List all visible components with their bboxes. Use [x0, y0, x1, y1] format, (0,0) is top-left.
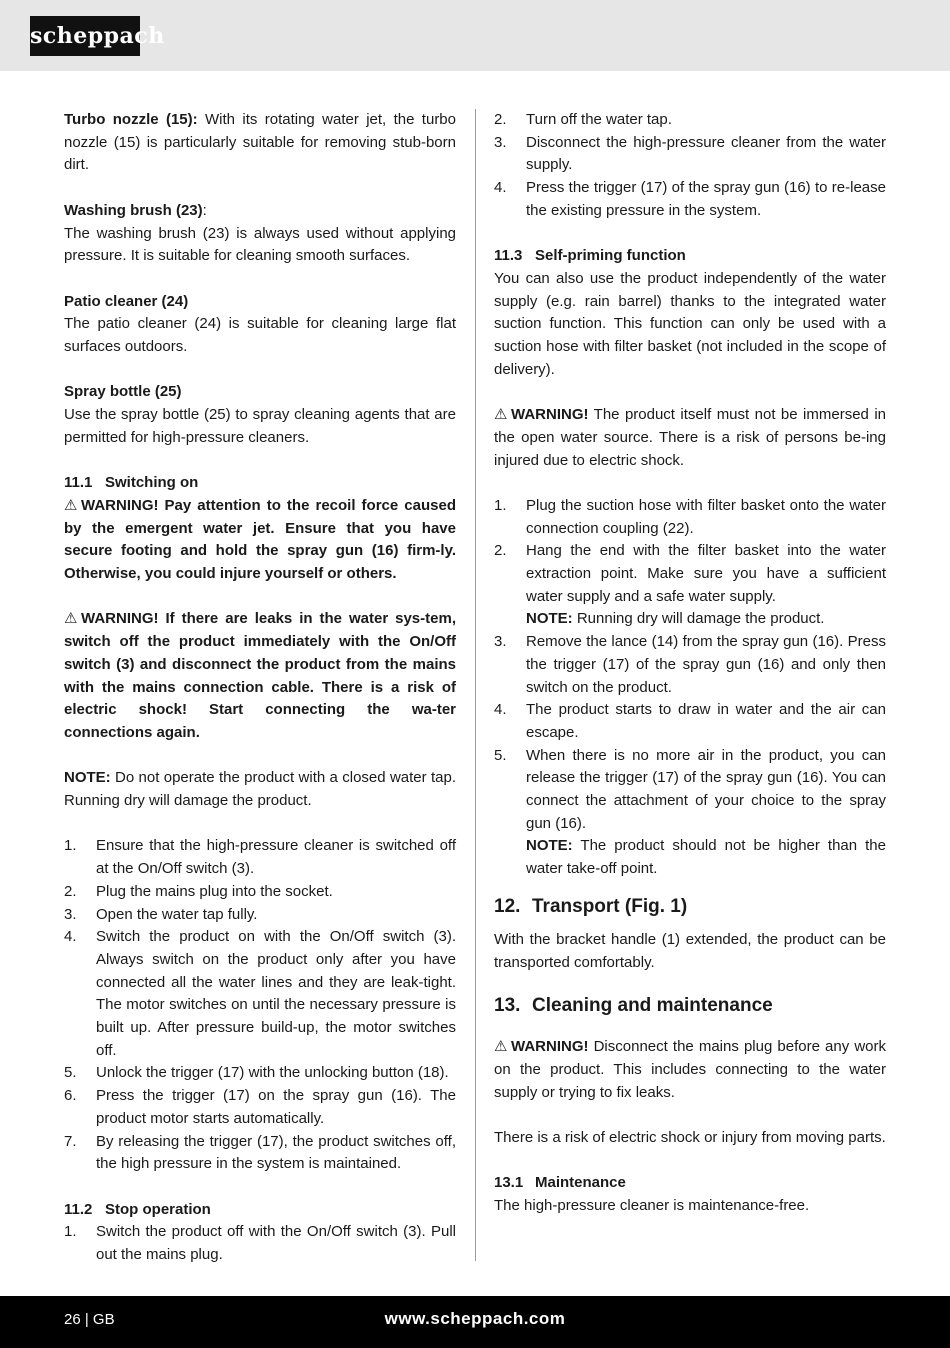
list-item-body: Press the trigger (17) of the spray gun (16) to re-lease the existing pressure in the system.: [526, 179, 886, 219]
list-item-text: [526, 540, 886, 631]
self-priming-text: You can also use the product independently of the water supply (e.g. rain barrel) thanks to the integrated water suction function. This function can only be used with a suction hose with filter basket (not included in the scope of delivery).: [494, 269, 886, 378]
section-11-1-number: 11.1: [64, 474, 93, 492]
washing-brush-text: The washing brush (23) is always used without applying pressure. It is suitable for cleaning smooth surfaces.: [64, 224, 456, 265]
list-item-number: 2.: [64, 882, 77, 900]
turbo-nozzle-title: Turbo nozzle (15):: [64, 111, 198, 128]
list-item: [494, 495, 886, 540]
section-11-2-title: Stop operation: [105, 1200, 211, 1218]
patio-cleaner-text: The patio cleaner (24) is suitable for cleaning large flat surfaces outdoors.: [64, 315, 456, 355]
section-13-heading: [494, 994, 886, 1018]
section-13-title: Cleaning and maintenance: [532, 995, 773, 1017]
list-item-text: [96, 1221, 456, 1266]
list-item-body: Ensure that the high-pressure cleaner is switched off at the On/Off switch (3).: [96, 837, 456, 878]
list-item-number: 2.: [494, 111, 507, 128]
column-divider: [475, 109, 476, 1261]
list-item-number: 3.: [64, 905, 77, 923]
note-closed-tap: [64, 767, 456, 812]
list-item-text: [96, 1062, 456, 1085]
list-item-body: Plug the suction hose with filter basket onto the water connection coupling (22).: [526, 496, 886, 537]
list-item-body: Disconnect the high-pressure cleaner from the water supply.: [526, 133, 886, 174]
note-text: Do not operate the product with a closed water tap. Running dry will damage the product.: [64, 769, 456, 809]
list-item-body: Switch the product on with the On/Off switch (3). Always switch on the product only after you have connected all the water lines and they are leak-tight. The motor switches on until the necessary pressure is built up. After pressure build-up, the motor switches off.: [96, 928, 456, 1059]
list-item-body: Plug the mains plug into the socket.: [96, 882, 333, 900]
list-item-text: [526, 699, 886, 744]
warning-immersion-label: WARNING!: [511, 406, 589, 424]
section-11-3-heading: [494, 245, 886, 268]
note-label: NOTE:: [526, 837, 573, 855]
warning-triangle-icon: ⚠: [494, 406, 508, 424]
list-item-text: [526, 495, 886, 540]
list-item: [64, 926, 456, 1062]
warning-triangle-icon: ⚠: [64, 610, 78, 628]
list-item: [494, 109, 886, 132]
list-item-text: [96, 1085, 456, 1130]
list-item-text: [96, 1131, 456, 1176]
list-item: [494, 745, 886, 881]
list-item-body: By releasing the trigger (17), the product switches off, the high pressure in the system is maintained.: [96, 1132, 456, 1173]
warning-immersion-text: The product itself must not be immersed in the open water source. There is a risk of persons be-ing injured due to electric shock.: [494, 406, 886, 469]
list-item-body: Press the trigger (17) on the spray gun (16). The product motor starts automatically.: [96, 1087, 456, 1127]
section-13-number: 13.: [494, 995, 521, 1017]
section-13-1-number: 13.1: [494, 1174, 524, 1192]
turbo-nozzle-text: With its rotating water jet, the turbo nozzle (15) is particularly suitable for removing stub-born dirt.: [64, 111, 456, 174]
list-item-number: 5.: [494, 746, 507, 764]
list-item-number: 5.: [64, 1064, 77, 1082]
list-item-number: 7.: [64, 1132, 77, 1150]
list-item-body: Unlock the trigger (17) with the unlocking button (18).: [96, 1064, 449, 1082]
self-priming-steps: [494, 495, 886, 881]
list-item-text: [96, 881, 456, 904]
list-item-body: When there is no more air in the product, you can release the trigger (17) of the spray gun (16). You can connect the attachment of your choice to the spray gun (16).: [526, 746, 886, 832]
list-item: [64, 835, 456, 880]
warning-disconnect-text: Disconnect the mains plug before any work on the product. This includes connecting to the water supply or trying to fix leaks.: [494, 1038, 886, 1101]
section-12-title: Transport (Fig. 1): [532, 895, 688, 917]
section-12-heading: [494, 895, 886, 919]
list-item-text: [96, 926, 456, 1062]
right-column: [494, 109, 886, 1218]
transport-text: With the bracket handle (1) extended, the product can be transported comfortably.: [494, 930, 886, 971]
list-item-body: Open the water tap fully.: [96, 905, 258, 923]
switching-on-steps: [64, 835, 456, 1176]
maintenance-text: The high-pressure cleaner is maintenance-free.: [494, 1197, 810, 1215]
list-item: [494, 132, 886, 177]
list-item-body: Hang the end with the filter basket into the water extraction point. Make sure you have a sufficient water supply and a safe water supply.: [526, 542, 886, 605]
list-item-number: 1.: [64, 837, 77, 855]
warning-triangle-icon: ⚠: [64, 496, 78, 514]
list-item: [494, 631, 886, 699]
list-item-text: [526, 745, 886, 881]
warning-leaks-text: WARNING! If there are leaks in the water sys-tem, switch off the product immediately with the On/Off switch (3) and disconnect the product from the mains with the mains connection cable. There is a risk of electric shock! Start connecting the wa-ter connections again.: [64, 610, 456, 741]
list-item-number: 4.: [494, 701, 507, 719]
warning-recoil-text: WARNING! Pay attention to the recoil force caused by the emergent water jet. Ensure that you have secure footing and hold the spray gun (16) firm-ly. Otherwise, you could injure yourself or others.: [64, 496, 456, 582]
note-label: NOTE:: [526, 610, 573, 628]
section-11-3-title: Self-priming function: [535, 247, 686, 265]
list-item: [64, 904, 456, 927]
list-item: [494, 540, 886, 631]
list-item-text: [96, 904, 456, 927]
list-item-text: [96, 835, 456, 880]
list-item-number: 3.: [494, 633, 507, 651]
section-11-1-heading: [64, 472, 456, 495]
page-header: [0, 0, 950, 71]
note-label: NOTE:: [64, 769, 111, 787]
warning-disconnect: [494, 1036, 886, 1104]
stop-operation-steps: [64, 1221, 456, 1266]
washing-brush-colon: :: [202, 201, 207, 219]
section-12-number: 12.: [494, 895, 521, 917]
section-11-2-number: 11.2: [64, 1200, 93, 1218]
risk-text: There is a risk of electric shock or injury from moving parts.: [494, 1129, 886, 1147]
website-link[interactable]: www.scheppach.com: [384, 1309, 566, 1328]
warning-recoil: [64, 495, 456, 586]
list-item: [64, 1085, 456, 1130]
list-item-body: The product starts to draw in water and the air can escape.: [526, 701, 886, 741]
list-item: [64, 1062, 456, 1085]
list-item-text: [526, 177, 886, 222]
warning-triangle-icon: ⚠: [494, 1038, 508, 1056]
list-item: [494, 177, 886, 222]
list-item-body: Turn off the water tap.: [526, 111, 672, 128]
list-item-number: 6.: [64, 1087, 77, 1105]
list-item-number: 1.: [494, 496, 507, 514]
list-item-body: Switch the product off with the On/Off switch (3). Pull out the mains plug.: [96, 1223, 456, 1264]
page-footer: [0, 1296, 950, 1348]
list-item-number: 4.: [494, 179, 507, 197]
left-column: [64, 109, 456, 1267]
section-11-3-number: 11.3: [494, 247, 523, 265]
section-13-1-title: Maintenance: [535, 1174, 626, 1192]
scheppach-logo: scheppach: [30, 16, 140, 56]
list-item-number: 4.: [64, 928, 77, 946]
list-item-number: 1.: [64, 1223, 77, 1241]
list-item: [64, 1221, 456, 1266]
list-item-text: [526, 109, 886, 132]
turbo-nozzle-paragraph: [64, 109, 456, 177]
washing-brush-paragraph: [64, 200, 456, 223]
list-item-number: 2.: [494, 542, 507, 560]
section-13-1-heading: [494, 1172, 886, 1195]
warning-disconnect-label: WARNING!: [511, 1038, 589, 1056]
washing-brush-title: Washing brush (23): [64, 201, 203, 219]
list-item-text: [526, 631, 886, 699]
spray-bottle-title: Spray bottle (25): [64, 383, 182, 401]
list-item-text: [526, 132, 886, 177]
list-item: [64, 1131, 456, 1176]
warning-immersion: [494, 404, 886, 472]
list-item: [494, 699, 886, 744]
list-item: [64, 881, 456, 904]
note-text: The product should not be higher than the water take-off point.: [526, 837, 886, 878]
spray-bottle-text: Use the spray bottle (25) to spray cleaning agents that are permitted for high-pressure cleaners.: [64, 406, 456, 446]
warning-leaks: [64, 608, 456, 744]
page-number: 26 | GB: [64, 1311, 115, 1328]
note-text: Running dry will damage the product.: [572, 610, 825, 628]
section-11-1-title: Switching on: [105, 474, 199, 492]
patio-cleaner-title: Patio cleaner (24): [64, 292, 189, 310]
list-item-body: Remove the lance (14) from the spray gun (16). Press the trigger (17) of the spray gun (16) and only then switch on the product.: [526, 633, 886, 696]
section-11-2-heading: [64, 1199, 456, 1222]
list-item-number: 3.: [494, 133, 507, 151]
stop-operation-steps-continued: [494, 109, 886, 223]
